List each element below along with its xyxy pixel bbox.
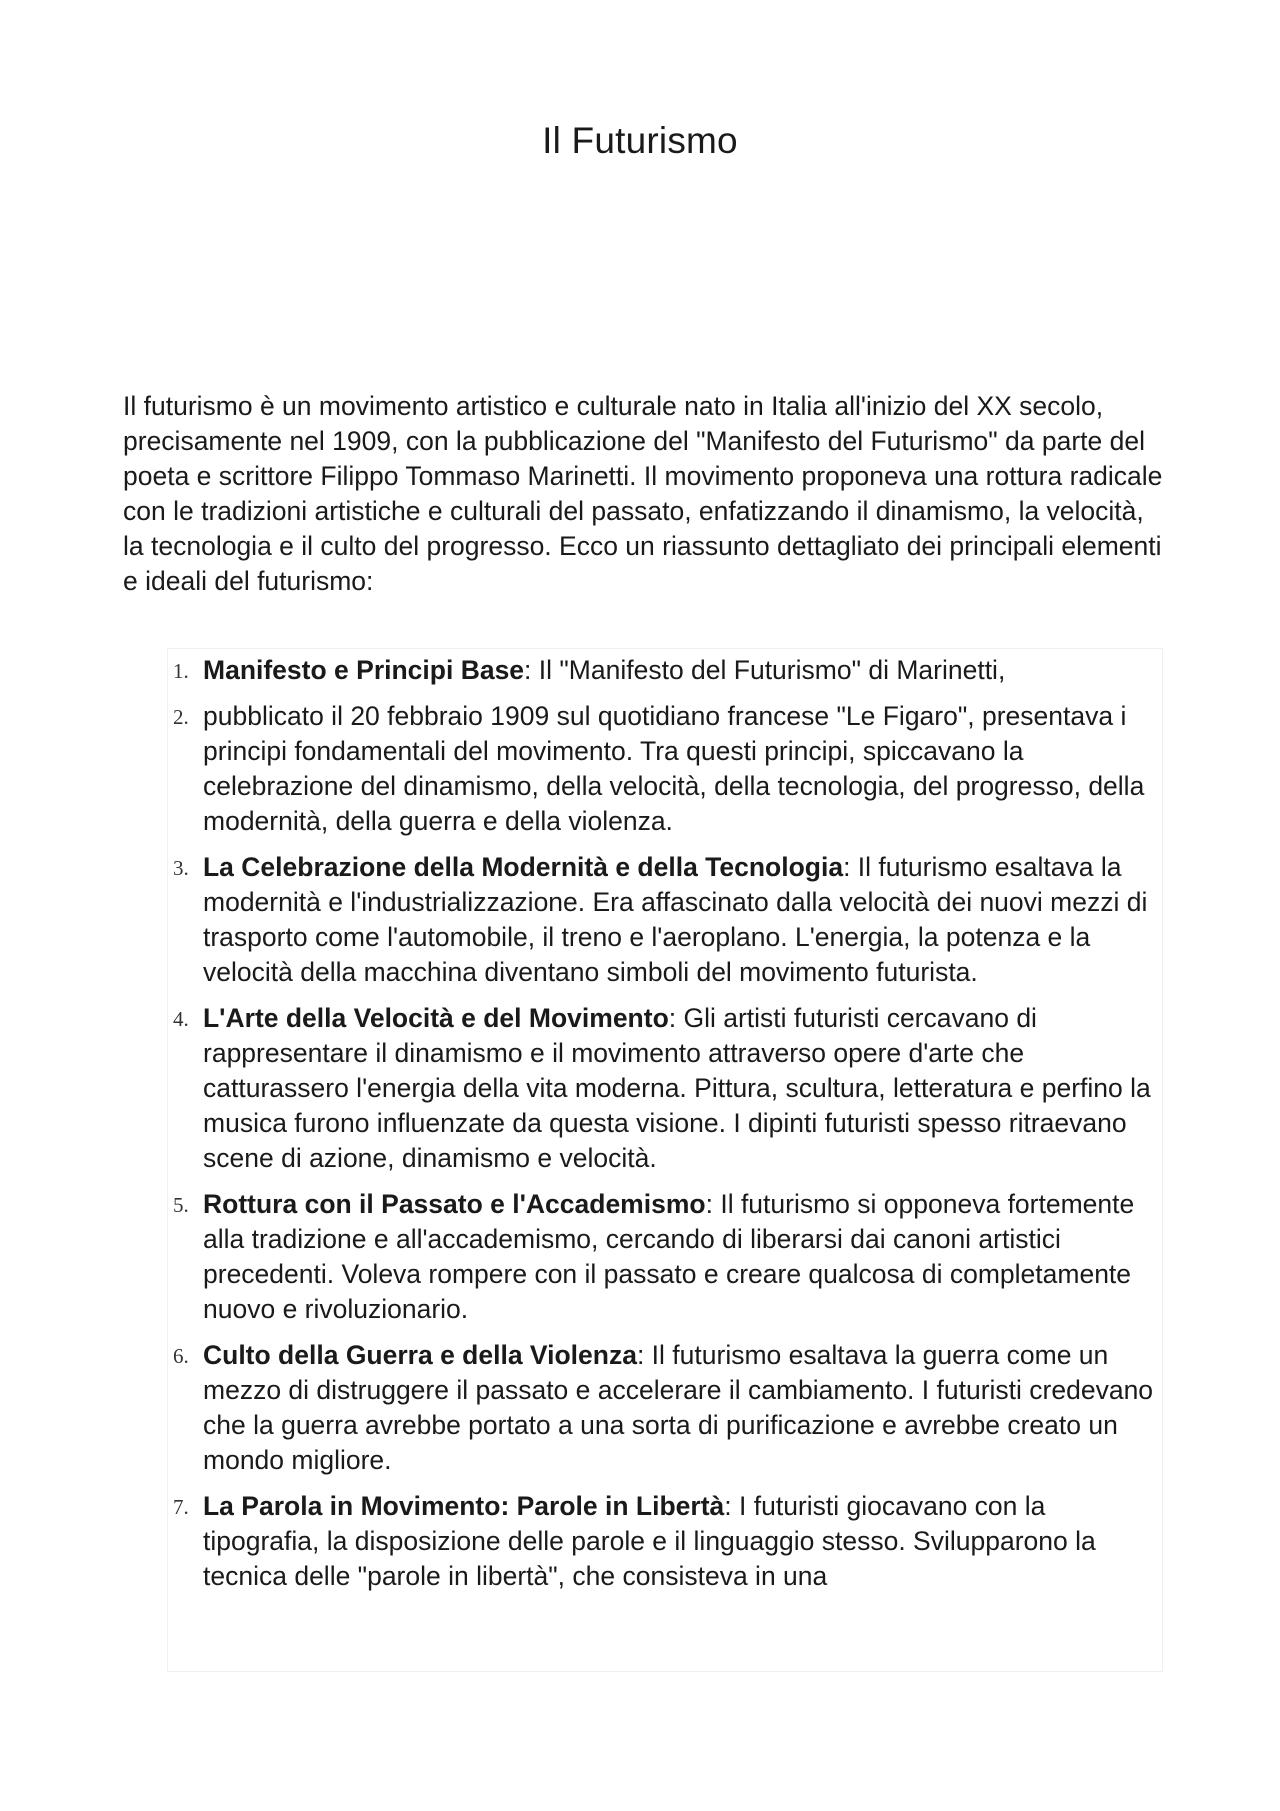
page-title: Il Futurismo (542, 120, 738, 161)
list-item (168, 1187, 1162, 1327)
list-item-number: 6. (173, 1344, 189, 1368)
list-item-number: 7. (173, 1495, 189, 1519)
list-item (168, 653, 1162, 688)
numbered-list (168, 649, 1162, 1594)
list-item-text: : Il futurismo esaltava la guerra come un mezzo di distruggere il passato e accelerare il cambiamento. I futuristi credevano che la guerra avrebbe portato a una sorta di purificazione e avrebbe creato un mondo migliore. (203, 1340, 1154, 1475)
list-item-text: pubblicato il 20 febbraio 1909 sul quotidiano francese "Le Figaro", presentava i principi fondamentali del movimento. Tra questi principi, spiccavano la celebrazione del dinamismo, della velocità, della tecnologia, del progresso, della modernità, della guerra e della violenza. (203, 701, 1145, 836)
list-item (168, 699, 1162, 839)
list-item-heading: L'Arte della Velocità e del Movimento (203, 1003, 669, 1033)
list-item-heading: La Celebrazione della Modernità e della Tecnologia (203, 852, 844, 882)
list-item (168, 1338, 1162, 1478)
list-item-text: : Il futurismo si opponeva fortemente alla tradizione e all'accademismo, cercando di liberarsi dai canoni artistici precedenti. Voleva rompere con il passato e creare qualcosa di completamente nuovo e rivoluzionario. (203, 1189, 1135, 1324)
list-item-heading: Rottura con il Passato e l'Accademismo (203, 1189, 706, 1219)
list-item-heading: Manifesto e Principi Base (203, 655, 525, 685)
list-item-heading: La Parola in Movimento: Parole in Libertà (203, 1491, 725, 1521)
list-item-number: 4. (173, 1007, 189, 1031)
numbered-list-container (167, 648, 1163, 1672)
list-item-text: : I futuristi giocavano con la tipografia, la disposizione delle parole e il linguaggio stesso. Svilupparono la tecnica delle "parole in libertà", che consisteva in una (203, 1491, 1096, 1591)
list-item (168, 1489, 1162, 1594)
list-item-number: 1. (173, 659, 189, 683)
list-item-number: 3. (173, 856, 189, 880)
list-item-heading: Culto della Guerra e della Violenza (203, 1340, 637, 1370)
list-item (168, 1001, 1162, 1176)
list-item-number: 2. (173, 705, 189, 729)
list-item-text: : Gli artisti futuristi cercavano di rappresentare il dinamismo e il movimento attraverso opere d'arte che catturassero l'energia della vita moderna. Pittura, scultura, letteratura e perfino la musica furono influenzate da questa visione. I dipinti futuristi spesso ritraevano scene di azione, dinamismo e velocità. (203, 1003, 1151, 1173)
list-item-text: : Il "Manifesto del Futurismo" di Marinetti, (524, 655, 1006, 685)
list-item-number: 5. (173, 1193, 189, 1217)
list-item (168, 850, 1162, 990)
list-item-text: : Il futurismo esaltava la modernità e l'industrializzazione. Era affascinato dalla velocità dei nuovi mezzi di trasporto come l'automobile, il treno e l'aeroplano. L'energia, la potenza e la velocità della macchina diventano simboli del movimento futurista. (203, 852, 1148, 987)
intro-paragraph: Il futurismo è un movimento artistico e culturale nato in Italia all'inizio del XX secolo, precisamente nel 1909, con la pubblicazione del "Manifesto del Futurismo" da parte del poeta e scrittore Filippo Tommaso Marinetti. Il movimento proponeva una rottura radicale con le tradizioni artistiche e culturali del passato, enfatizzando il dinamismo, la velocità, la tecnologia e il culto del progresso. Ecco un riassunto dettagliato dei principali elementi e ideali del futurismo: (123, 391, 1163, 596)
